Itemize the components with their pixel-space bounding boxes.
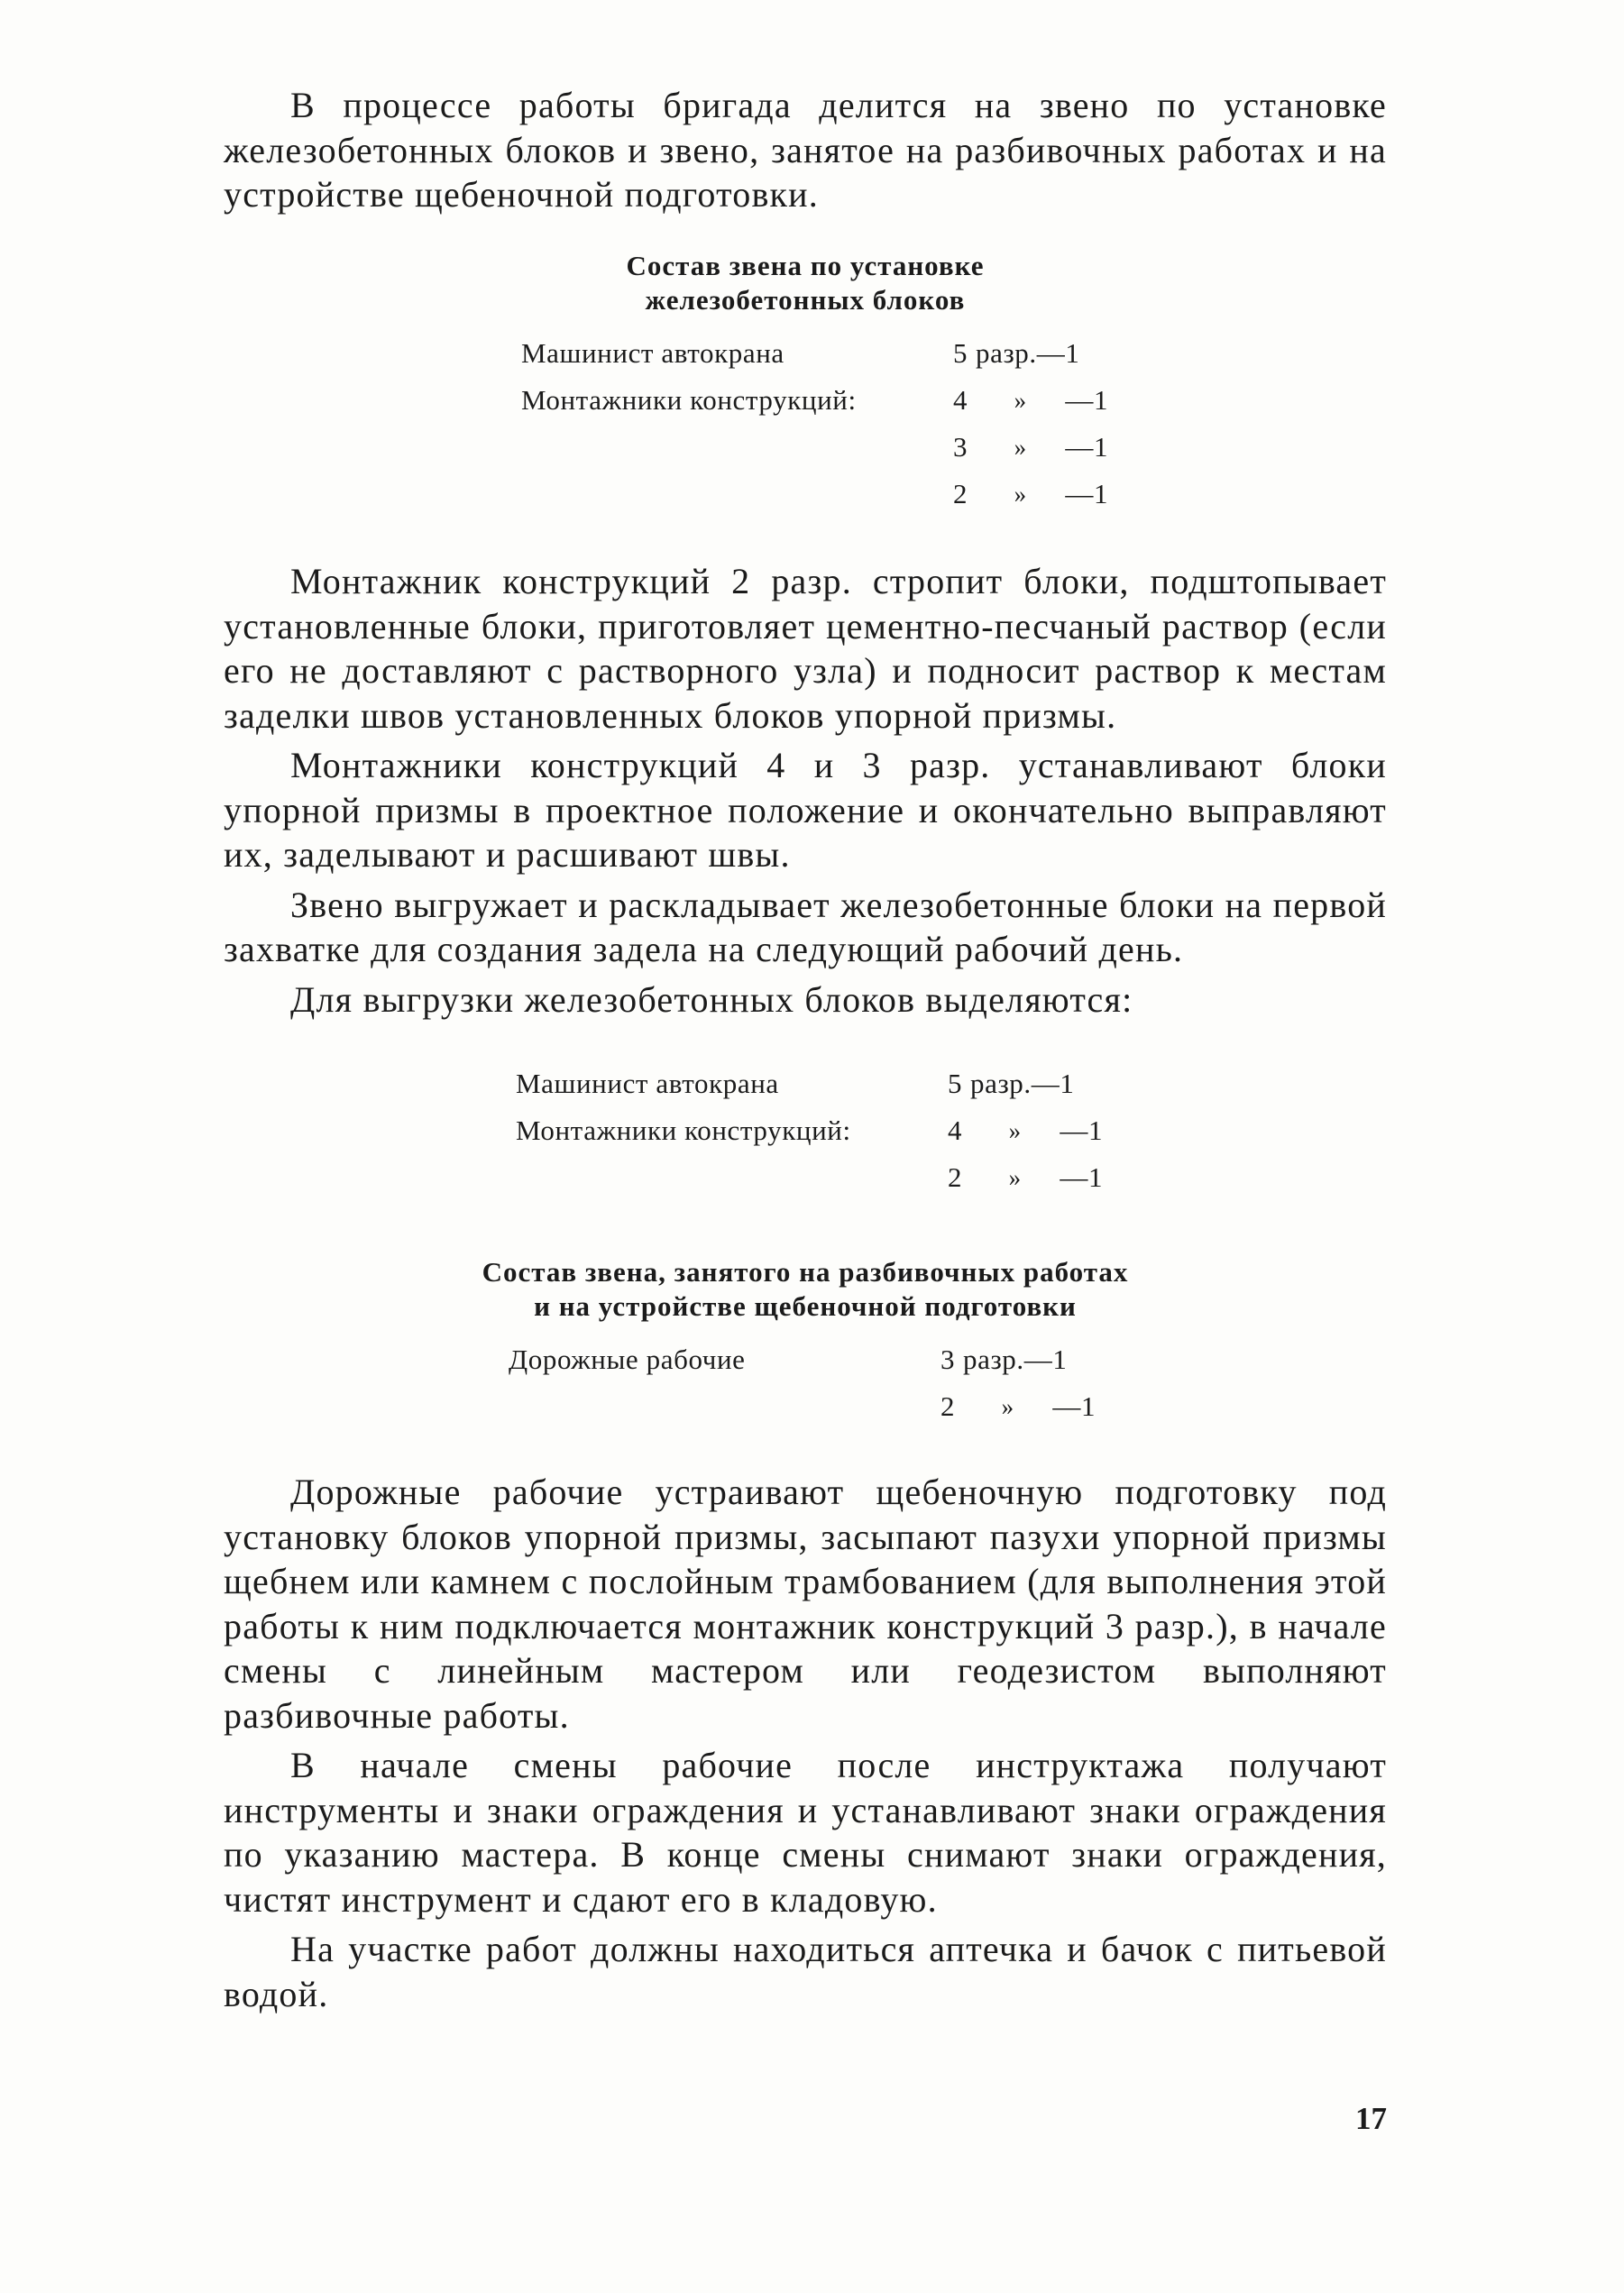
unloading-staff-table <box>516 1060 1103 1201</box>
staff-label: » <box>1014 480 1027 508</box>
staff-row <box>509 1383 1096 1430</box>
staff-role: Монтажники конструкций: <box>516 1114 851 1146</box>
staff-row <box>516 1154 1103 1201</box>
staff-label: » <box>1014 386 1027 414</box>
staff-label: разр.— <box>976 337 1066 369</box>
staff-role: Машинист автокрана <box>521 337 784 369</box>
staff-row <box>521 377 1108 424</box>
staff-row <box>516 1060 1103 1107</box>
crew1-heading <box>224 249 1387 317</box>
crew2-staff-table <box>509 1336 1096 1430</box>
duties-paragraph: Дорожные рабочие устраивают щебеночную подготовку под установку блоков упорной призмы, засыпают пазухи упорной призмы щебнем или камнем с послойным трамбованием (для выполнения этой работы к ним подключается монтажник конструкций 3 разр.), в начале смены с линейным мастером или геодезистом выполняют разбивочные работы. <box>224 1472 1387 1736</box>
crew1-heading-line1: Состав звена по установке <box>626 250 985 281</box>
crew1-duties <box>224 559 1387 1022</box>
staff-role <box>516 1154 940 1201</box>
crew1-heading-line2: железобетонных блоков <box>645 284 966 316</box>
staff-role: Дорожные рабочие <box>509 1344 746 1375</box>
staff-count: —1 <box>1065 431 1109 463</box>
staff-count: 1 <box>1052 1344 1068 1375</box>
duties-paragraph: Монтажник конструкций 2 разр. стропит блоки, подштопывает установленные блоки, приготовляет цементно-песчаный раствор (если его не доставляют с растворного узла) и подносит раствор к местам заделки швов установленных блоков упорной призмы. <box>224 561 1387 736</box>
duties-paragraph: Монтажники конструкций 4 и 3 разр. устанавливают блоки упорной призмы в проектное положение и окончательно выправляют их, заделывают и расшивают швы. <box>224 745 1387 875</box>
staff-grade: 2 <box>952 478 968 509</box>
staff-label: разр.— <box>963 1344 1053 1375</box>
crew2-heading-line1: Состав звена, занятого на разбивочных работах <box>482 1256 1129 1288</box>
intro-section <box>224 83 1387 217</box>
staff-grade: 2 <box>940 1390 956 1422</box>
crew2-heading <box>224 1255 1387 1324</box>
staff-count: —1 <box>1052 1390 1096 1422</box>
duties-paragraph: В начале смены рабочие после инструктажа получают инструменты и знаки ограждения и устанавливают знаки ограждения по указанию мастера. В конце смены снимают знаки ограждения, чистят инструмент и сдают его в кладовую. <box>224 1745 1387 1920</box>
staff-row <box>516 1107 1103 1154</box>
staff-role <box>521 471 945 518</box>
staff-grade: 5 <box>947 1068 963 1099</box>
staff-count: —1 <box>1060 1114 1104 1146</box>
staff-row <box>521 471 1108 518</box>
staff-label: » <box>1001 1392 1014 1420</box>
staff-count: —1 <box>1065 478 1109 509</box>
staff-grade: 2 <box>947 1161 963 1193</box>
crew2-heading-line2: и на устройстве щебеночной подготовки <box>534 1290 1077 1322</box>
staff-row <box>521 330 1108 377</box>
staff-grade: 4 <box>947 1114 963 1146</box>
duties-paragraph: На участке работ должны находиться аптечка и бачок с питьевой водой. <box>224 1929 1387 2014</box>
staff-label: » <box>1008 1163 1022 1191</box>
staff-count: 1 <box>1060 1068 1075 1099</box>
intro-paragraph: В процессе работы бригада делится на звено по установке железобетонных блоков и звено, занятое на разбивочных работах и на устройстве щебеночной подготовки. <box>224 85 1387 215</box>
staff-role: Машинист автокрана <box>516 1068 779 1099</box>
staff-grade: 5 <box>952 337 968 369</box>
duties-paragraph: Звено выгружает и раскладывает железобетонные блоки на первой захватке для создания задела на следующий рабочий день. <box>224 884 1387 969</box>
staff-label: » <box>1008 1116 1022 1144</box>
staff-grade: 4 <box>952 384 968 416</box>
staff-count: —1 <box>1065 384 1109 416</box>
crew2-duties <box>224 1470 1387 2016</box>
staff-grade: 3 <box>940 1344 956 1375</box>
crew1-staff-table <box>521 330 1108 518</box>
staff-label: » <box>1014 433 1027 461</box>
staff-role <box>509 1383 932 1430</box>
duties-paragraph: Для выгрузки железобетонных блоков выделяются: <box>290 978 1133 1020</box>
staff-count: —1 <box>1060 1161 1104 1193</box>
staff-count: 1 <box>1065 337 1080 369</box>
page-number: 17 <box>1355 2101 1387 2136</box>
staff-label: разр.— <box>970 1068 1060 1099</box>
staff-grade: 3 <box>952 431 968 463</box>
staff-row <box>509 1336 1096 1383</box>
staff-row <box>521 424 1108 471</box>
staff-role <box>521 424 945 471</box>
staff-role: Монтажники конструкций: <box>521 384 857 416</box>
